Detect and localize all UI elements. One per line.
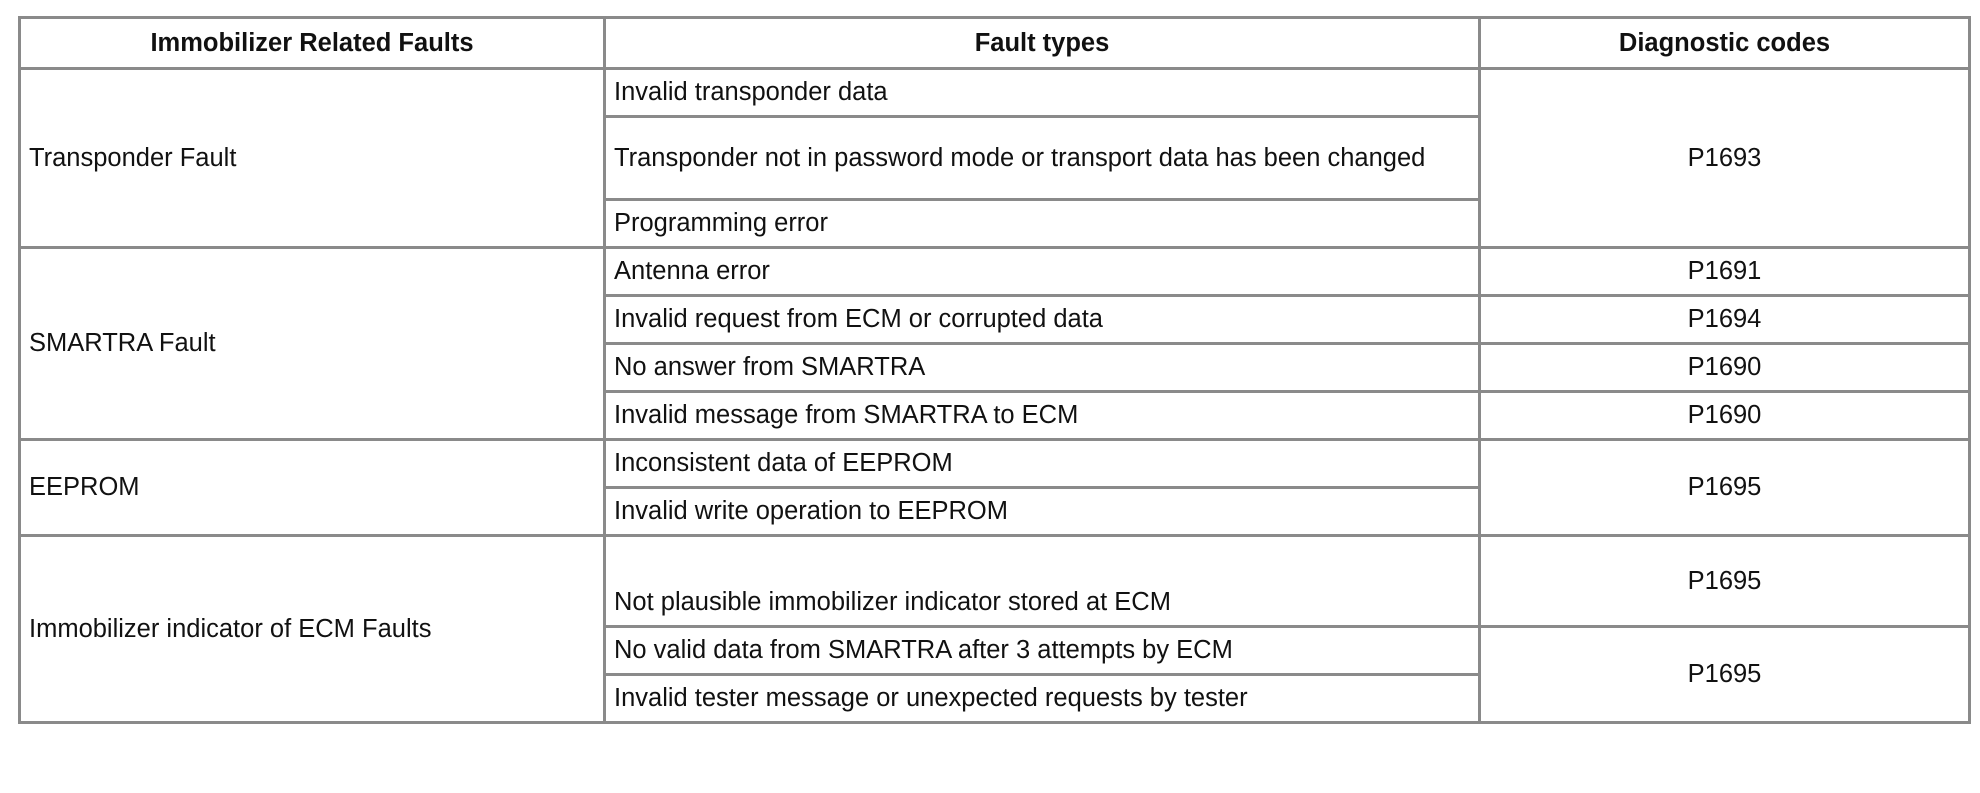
table-row — [20, 440, 1970, 488]
category-immobilizer-indicator: Immobilizer indicator of ECM Faults — [20, 536, 605, 723]
fault-type-cell: No valid data from SMARTRA after 3 attempts by ECM — [605, 627, 1480, 675]
fault-type-cell: Invalid write operation to EEPROM — [605, 488, 1480, 536]
immobilizer-fault-table — [18, 16, 1971, 724]
fault-type-cell: Inconsistent data of EEPROM — [605, 440, 1480, 488]
header-row — [20, 18, 1970, 69]
table-body — [20, 69, 1970, 723]
table-header — [20, 18, 1970, 69]
header-faults: Immobilizer Related Faults — [20, 18, 605, 69]
diagnostic-code-cell: P1695 — [1480, 627, 1970, 723]
diagnostic-code-cell: P1690 — [1480, 344, 1970, 392]
fault-type-cell: Not plausible immobilizer indicator stored at ECM — [605, 536, 1480, 627]
diagnostic-code-cell: P1691 — [1480, 248, 1970, 296]
header-diagnostic-codes: Diagnostic codes — [1480, 18, 1970, 69]
fault-type-cell: Transponder not in password mode or transport data has been changed — [605, 117, 1480, 200]
fault-type-cell: Antenna error — [605, 248, 1480, 296]
table-row — [20, 536, 1970, 627]
fault-type-cell: Invalid request from ECM or corrupted data — [605, 296, 1480, 344]
table-row — [20, 69, 1970, 117]
fault-type-cell: Invalid tester message or unexpected requests by tester — [605, 675, 1480, 723]
fault-type-cell: Invalid message from SMARTRA to ECM — [605, 392, 1480, 440]
category-eeprom: EEPROM — [20, 440, 605, 536]
diagnostic-code-cell: P1694 — [1480, 296, 1970, 344]
fault-type-cell: Invalid transponder data — [605, 69, 1480, 117]
category-transponder-fault: Transponder Fault — [20, 69, 605, 248]
diagnostic-code-cell: P1695 — [1480, 440, 1970, 536]
table-row — [20, 248, 1970, 296]
header-fault-types: Fault types — [605, 18, 1480, 69]
diagnostic-code-cell: P1690 — [1480, 392, 1970, 440]
category-smartra-fault: SMARTRA Fault — [20, 248, 605, 440]
diagnostic-code-cell: P1695 — [1480, 536, 1970, 627]
fault-type-cell: Programming error — [605, 200, 1480, 248]
fault-type-cell: No answer from SMARTRA — [605, 344, 1480, 392]
diagnostic-code-cell: P1693 — [1480, 69, 1970, 248]
